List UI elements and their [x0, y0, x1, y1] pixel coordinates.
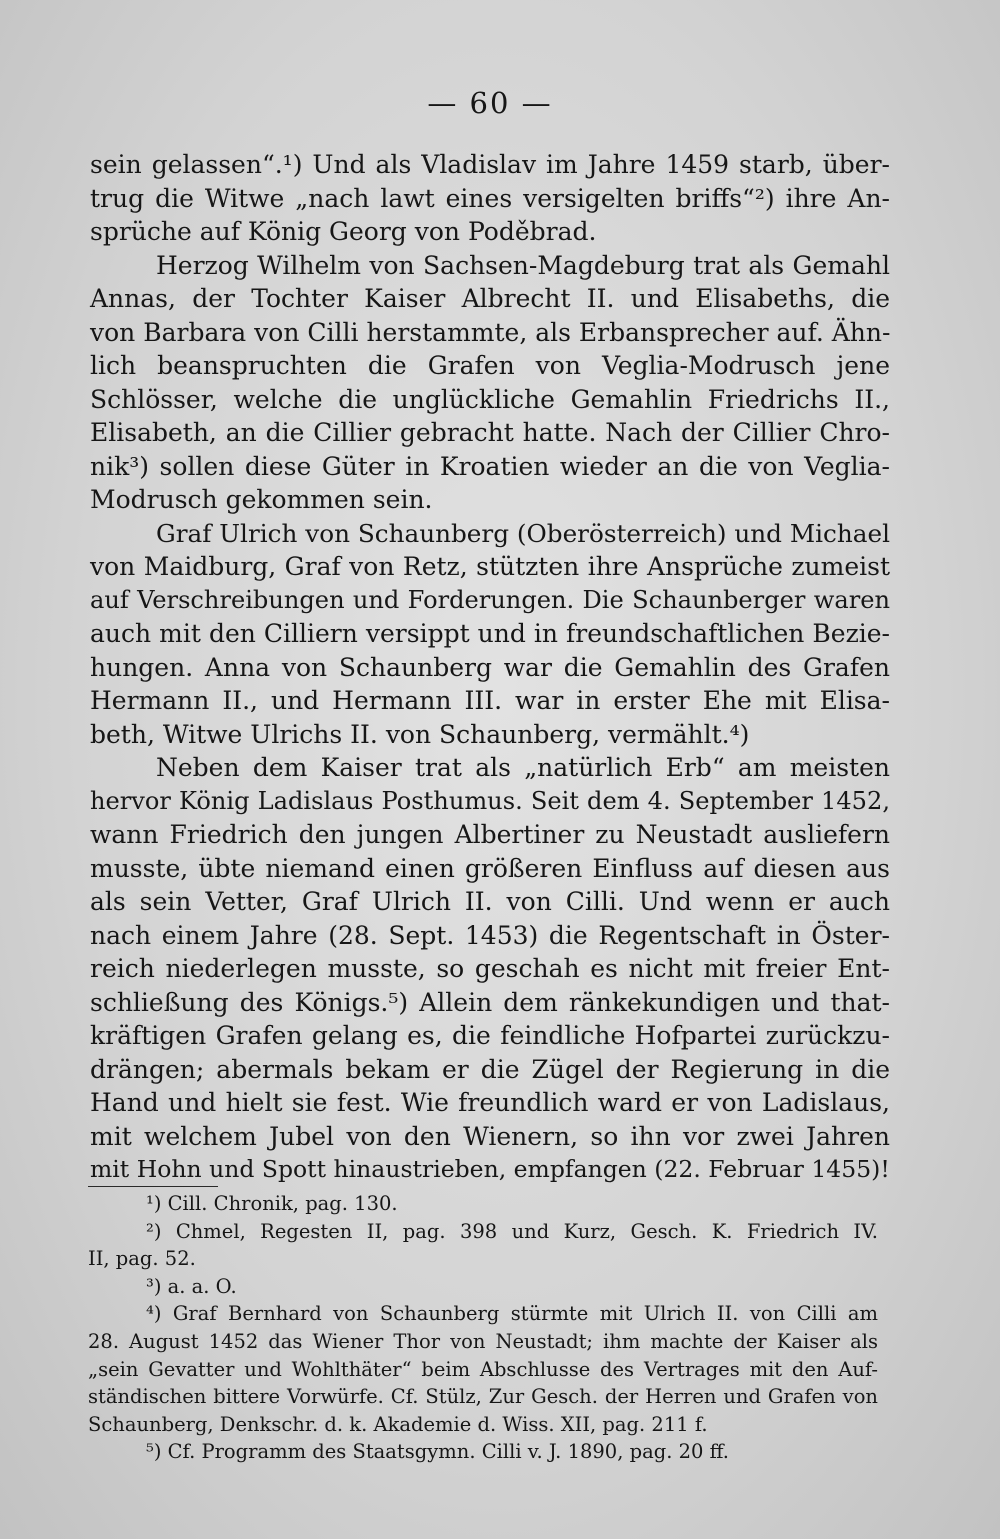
body-text: [90, 148, 890, 1187]
text-line: musste, übte niemand einen größeren Einfluss auf diesen aus: [90, 853, 890, 883]
text-line: auch mit den Cilliern versippt und in freundschaftlichen Bezie-: [90, 619, 890, 648]
text-line: Herzog Wilhelm von Sachsen-Magdeburg trat als Gemahl: [156, 250, 890, 280]
footnote-line: Schaunberg, Denkschr. d. k. Akademie d. Wiss. XII, pag. 211 f.: [88, 1412, 708, 1436]
page-number: — 60 —: [427, 86, 553, 120]
text-line: reich niederlegen musste, so geschah es nicht mit freier Ent-: [90, 954, 890, 983]
text-line: drängen; abermals bekam er die Zügel der Regierung in die: [90, 1054, 890, 1084]
footnote-separator: [88, 1186, 218, 1187]
text-line: Elisabeth, an die Cillier gebracht hatte. Nach der Cillier Chro-: [90, 418, 890, 447]
text-line: trug die Witwe „nach lawt eines versigelten briffs“²) ihre An-: [90, 183, 890, 213]
text-line: Neben dem Kaiser trat als „natürlich Erb“ am meisten: [156, 753, 890, 782]
text-line: von Maidburg, Graf von Retz, stützten ihre Ansprüche zumeist: [90, 552, 890, 581]
text-line: Modrusch gekommen sein.: [90, 485, 433, 514]
text-line: mit welchem Jubel von den Wienern, so ihn vor zwei Jahren: [90, 1121, 890, 1151]
footnote-line: ³) a. a. O.: [146, 1274, 237, 1298]
text-line: hervor König Ladislaus Posthumus. Seit dem 4. September 1452,: [90, 786, 890, 815]
text-line: mit Hohn und Spott hinaustrieben, empfangen (22. Februar 1455)!: [90, 1155, 890, 1183]
text-line: hungen. Anna von Schaunberg war die Gemahlin des Grafen: [90, 652, 890, 682]
text-line: Graf Ulrich von Schaunberg (Oberösterreich) und Michael: [156, 518, 890, 548]
footnote-line: ⁵) Cf. Programm des Staatsgymn. Cilli v. J. 1890, pag. 20 ff.: [146, 1440, 729, 1464]
text-line: Annas, der Tochter Kaiser Albrecht II. und Elisabeths, die: [90, 284, 890, 313]
text-line: kräftigen Grafen gelang es, die feindliche Hofpartei zurückzu-: [90, 1021, 890, 1050]
text-line: Hermann II., und Hermann III. war in erster Ehe mit Elisa-: [90, 686, 890, 715]
footnote-line: II, pag. 52.: [88, 1247, 196, 1271]
text-line: nach einem Jahre (28. Sept. 1453) die Regentschaft in Öster-: [90, 920, 890, 950]
text-line: als sein Vetter, Graf Ulrich II. von Cilli. Und wenn er auch: [90, 887, 890, 916]
footnote-line: 28. August 1452 das Wiener Thor von Neustadt; ihm machte der Kaiser als: [88, 1329, 878, 1353]
text-line: auf Verschreibungen und Forderungen. Die Schaunberger waren: [90, 585, 890, 614]
text-line: Schlösser, welche die unglückliche Gemahlin Friedrichs II.,: [90, 384, 890, 414]
footnote-line: ¹) Cill. Chronik, pag. 130.: [146, 1192, 398, 1215]
text-line: nik³) sollen diese Güter in Kroatien wieder an die von Veglia-: [90, 451, 890, 481]
footnote-line: ständischen bittere Vorwürfe. Cf. Stülz, Zur Gesch. der Herren und Grafen von: [88, 1385, 878, 1409]
text-line: sein gelassen“.¹) Und als Vladislav im Jahre 1459 starb, über-: [90, 150, 890, 179]
footnote-line: ⁴) Graf Bernhard von Schaunberg stürmte mit Ulrich II. von Cilli am: [146, 1302, 878, 1326]
text-line: wann Friedrich den jungen Albertiner zu Neustadt ausliefern: [90, 820, 890, 849]
footnotes: [88, 1190, 878, 1466]
text-line: von Barbara von Cilli herstammte, als Erbansprecher auf. Ähn-: [90, 317, 891, 347]
footnote-line: „sein Gevatter und Wohlthäter“ beim Abschlusse des Vertrages mit den Auf-: [88, 1357, 878, 1381]
footnote-line: ²) Chmel, Regesten II, pag. 398 und Kurz, Gesch. K. Friedrich IV.: [146, 1219, 878, 1243]
text-line: Hand und hielt sie fest. Wie freundlich ward er von Ladislaus,: [90, 1088, 890, 1117]
text-line: schließung des Königs.⁵) Allein dem ränkekundigen und that-: [90, 987, 890, 1017]
text-line: lich beanspruchten die Grafen von Veglia-Modrusch jene: [90, 351, 890, 380]
text-line: beth, Witwe Ulrichs II. von Schaunberg, vermählt.⁴): [90, 719, 750, 749]
text-line: sprüche auf König Georg von Poděbrad.: [90, 217, 597, 246]
